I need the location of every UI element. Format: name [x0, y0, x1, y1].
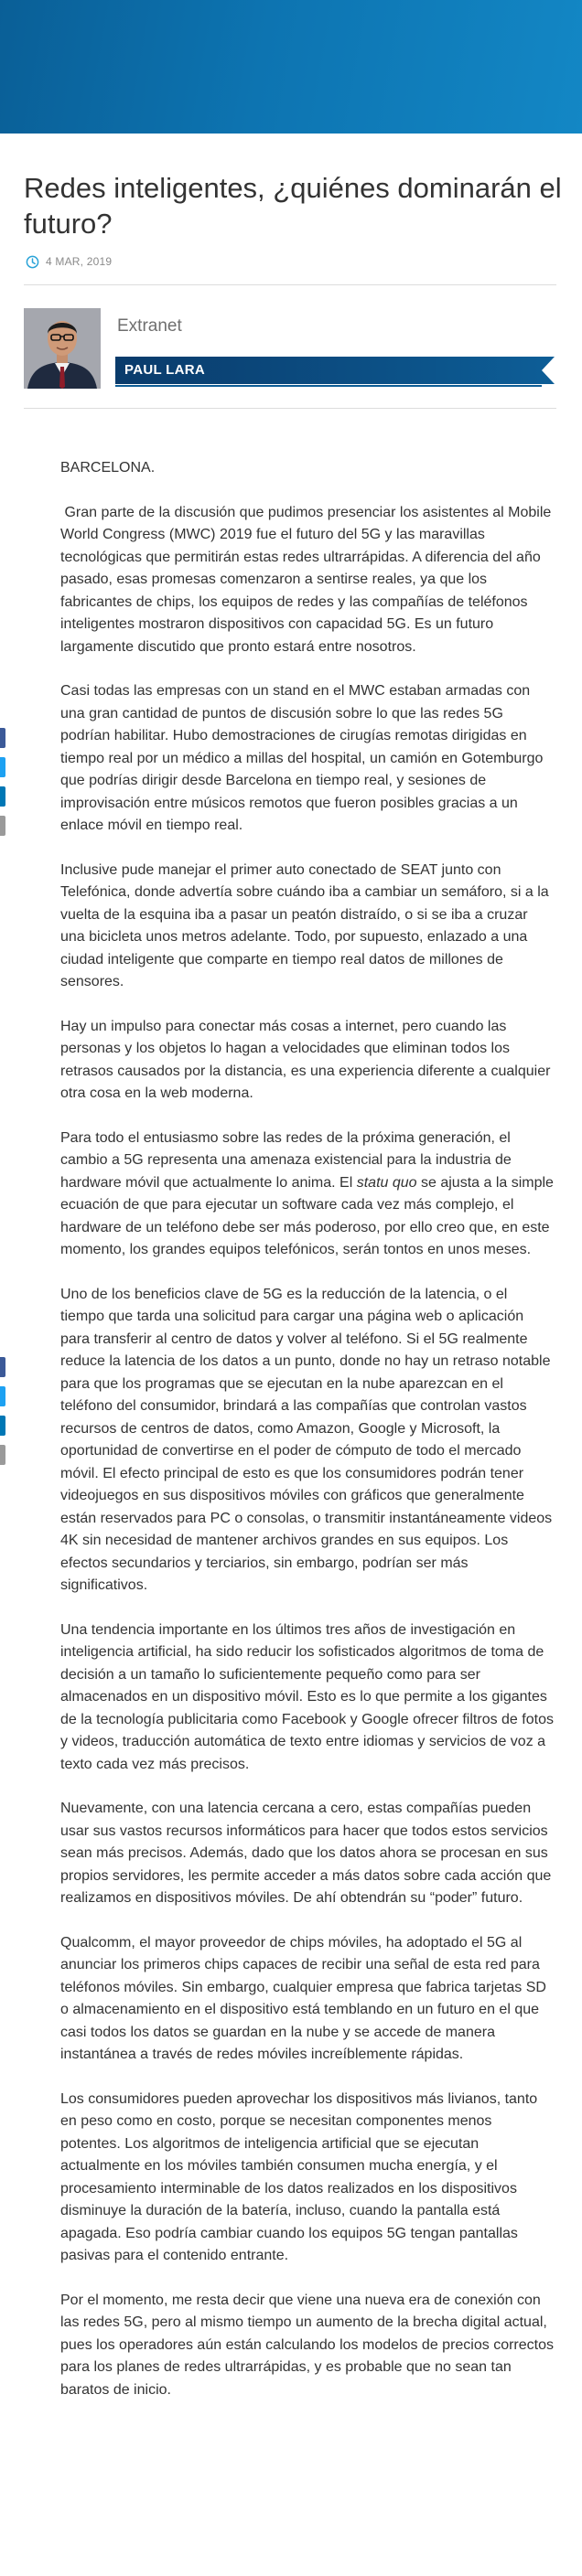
article-date	[26, 253, 112, 270]
emphasis-text: statu quo	[356, 1174, 417, 1191]
author-avatar	[24, 308, 101, 389]
author-bar-line	[115, 385, 542, 387]
article-body	[60, 457, 555, 2423]
author-section-label: Extranet	[117, 316, 182, 336]
share-bar-bottom	[0, 1357, 5, 1474]
author-name[interactable]: PAUL LARA	[124, 362, 205, 378]
facebook-icon[interactable]	[0, 1357, 5, 1377]
date-text: 4 MAR, 2019	[46, 255, 113, 268]
clock-icon	[26, 255, 39, 269]
paragraph: Gran parte de la discusión que pudimos presenciar los asistentes al Mobile World Congress (MWC) 2019 fue el futuro del 5G y las maravillas tecnológicas que permitirán estas redes ultrarrápidas. A diferencia del año pasado, esas promesas comenzaron a sentirse reales, ya que los fabricantes de chips, los equipos de redes y las compañías de teléfonos inteligentes mostraron dispositivos con capacidad 5G. Es un futuro largamente discutido que pronto estará entre nosotros.	[60, 504, 555, 655]
paragraph	[60, 1128, 555, 1262]
paragraph: Por el momento, me resta decir que viene una nueva era de conexión con las redes 5G, pero al mismo tiempo un aumento de la brecha digital actual, pues los operadores aún están calculando los modelos de precios correctos para los planes de redes ultrarrápidas, y es probable que no sean tan baratos de inicio.	[60, 2292, 554, 2398]
twitter-icon[interactable]	[0, 1386, 5, 1406]
paragraph: Inclusive pude manejar el primer auto conectado de SEAT junto con Telefónica, donde advertía sobre cuándo iba a cambiar un semáforo, si a la vuelta de la esquina iba a pasar un peatón distraído, o si se iba a cruzar una bicicleta unos metros adelante. Todo, por supuesto, enlazado a una ciudad inteligente que comparte en tiempo real datos de millones de sensores.	[60, 861, 549, 989]
article-title: Redes inteligentes, ¿quiénes dominarán el futuro?	[24, 172, 562, 240]
email-icon[interactable]	[0, 1445, 5, 1465]
paragraph: Hay un impulso para conectar más cosas a internet, pero cuando las personas y los objetos lo hagan a velocidades que eliminan todos los retrasos causados por la distancia, es una experiencia diferente a cualquier otra cosa en la web moderna.	[60, 1018, 551, 1101]
linkedin-icon[interactable]	[0, 786, 5, 807]
paragraph-text: se ajusta a la simple ecuación de que para ejecutar un software cada vez más complejo, el hardware de un teléfono debe ser más poderoso, por ello creo que, en este momento, los grandes equipos telefónicos, serán tontos en unos meses.	[60, 1174, 554, 1257]
twitter-icon[interactable]	[0, 757, 5, 777]
paragraph: Qualcomm, el mayor proveedor de chips móviles, ha adoptado el 5G al anunciar los primeros chips capaces de recibir una señal de esta red para teléfonos móviles. Sin embargo, cualquier empresa que fabrica tarjetas SD o almacenamiento en el dispositivo está temblando en un futuro en el que casi todos los datos se guardan en la nube y se accede de manera instantánea a través de redes móviles increíblemente rápidas.	[60, 1934, 546, 2062]
divider-top	[24, 284, 556, 285]
paragraph-text: Para todo el entusiasmo sobre las redes de la próxima generación, el cambio a 5G representa una amenaza existencial para la industria de hardware móvil que actualmente lo anima. El	[60, 1129, 512, 1191]
facebook-icon[interactable]	[0, 728, 5, 748]
divider-author	[24, 408, 556, 409]
paragraph: Uno de los beneficios clave de 5G es la reducción de la latencia, o el tiempo que tarda una solicitud para cargar una página web o aplicación para transferir al centro de datos y volver al teléfono. Si el 5G realmente reduce la latencia de los datos a un punto, donde no hay un retraso notable para que los programas que se ejecutan en la nube aparezcan en el teléfono del consumidor, brindará a las compañías que controlan vastos recursos de centros de datos, como Amazon, Google y Microsoft, la oportunidad de convertirse en el poder de cómputo de todo el mercado móvil. El efecto principal de esto es que los consumidores podrán tener videojuegos en sus dispositivos móviles con gráficos que generalmente están reservados para PC o consolas, o transmitir instantáneamente videos 4K sin necesidad de mantener archivos grandes en sus equipos. Los efectos secundarios y terciarios, sin embargo, podrían ser más significativos.	[60, 1286, 553, 1593]
header-banner	[0, 0, 582, 134]
share-bar-top	[0, 728, 5, 845]
email-icon[interactable]	[0, 816, 5, 836]
paragraph: Los consumidores pueden aprovechar los dispositivos más livianos, tanto en peso como en costo, porque se necesitan componentes menos potentes. Los algoritmos de inteligencia artificial que se ejecutan actualmente en los móviles también consumen mucha energía, y el procesamiento interminable de los datos realizados en los dispositivos disminuye la duración de la batería, incluso, cuando la pantalla está apagada. Eso podría cambiar cuando los equipos 5G tengan pantallas pasivas para el contenido entrante.	[60, 2090, 538, 2263]
paragraph: Una tendencia importante en los últimos tres años de investigación en inteligencia artificial, ha sido reducir los sofisticados algoritmos de toma de decisión a un tamaño lo suficientemente pequeño como para ser almacenados en un dispositivo móvil. Esto es lo que permite a los gigantes de la tecnología publicitaria como Facebook y Google ofrecer filtros de fotos y videos, traducción automática de texto entre idiomas y servicios de voz a texto cada vez más precisos.	[60, 1621, 554, 1772]
paragraph: BARCELONA.	[60, 460, 156, 476]
linkedin-icon[interactable]	[0, 1416, 5, 1436]
author-bar-tail	[542, 357, 555, 384]
paragraph: Nuevamente, con una latencia cercana a cero, estas compañías pueden usar sus vastos recursos informáticos para hacer que todos estos servicios sean más precisos. Además, dado que los datos ahora se procesan en sus propios servidores, les permite acceder a más datos sobre cada acción que realizamos en dispositivos móviles. De ahí obtendrán su “poder” futuro.	[60, 1801, 552, 1906]
paragraph: Casi todas las empresas con un stand en el MWC estaban armadas con una gran cantidad de puntos de discusión sobre lo que las redes 5G podrían habilitar. Hubo demostraciones de cirugías remotas dirigidas en tiempo real por un médico a millas del hospital, un camión en Gotemburgo que podrías dirigir desde Barcelona en tiempo real, y sesiones de improvisación entre músicos remotos que fueron posibles gracias a un enlace móvil en tiempo real.	[60, 683, 544, 833]
